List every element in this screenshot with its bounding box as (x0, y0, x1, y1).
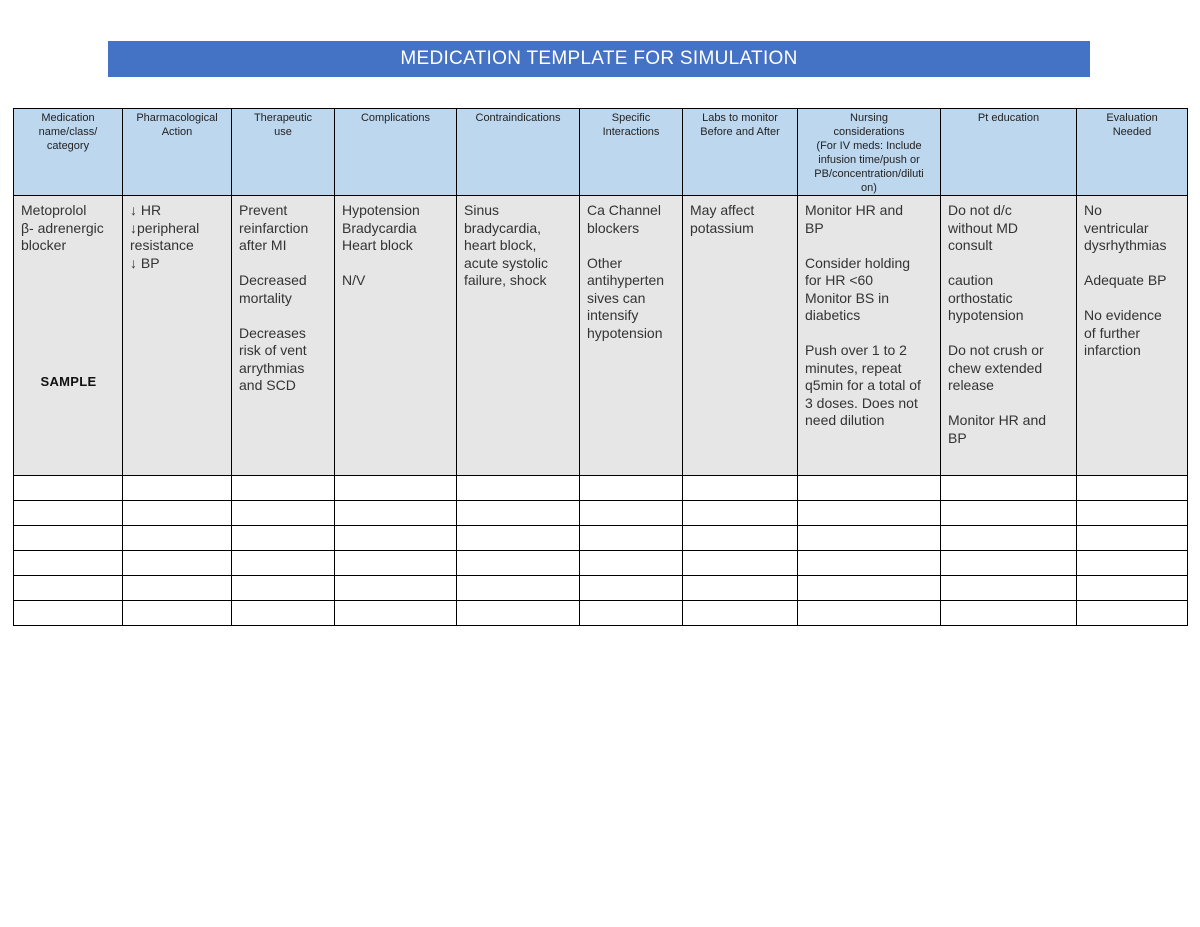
cell-text: Prevent (239, 202, 288, 218)
header-text: Therapeutic (253, 112, 313, 124)
empty-cell[interactable] (335, 526, 457, 551)
column-header (232, 109, 335, 196)
cell-text: Hypotension (342, 202, 420, 218)
header-text: Specific (611, 112, 651, 124)
cell-text: BP (948, 429, 967, 446)
empty-cell[interactable] (123, 601, 232, 626)
header-text: Pt education (977, 112, 1040, 124)
cell-text: antihyperten (587, 272, 665, 288)
cell-text: β- adrenergic (21, 219, 104, 236)
header-text: name/class/ (38, 126, 98, 138)
cell-text: for HR <60 (805, 272, 874, 288)
cell-text (948, 325, 1070, 343)
empty-cell[interactable] (683, 551, 798, 576)
header-text: Evaluation (1106, 112, 1158, 124)
cell-text: caution (948, 272, 994, 288)
cell-text: Decreased (239, 272, 307, 288)
cell-text: Bradycardia (342, 219, 417, 236)
header-text: infusion time/push or (818, 154, 920, 166)
cell-text: consult (948, 237, 993, 253)
empty-cell[interactable] (123, 501, 232, 526)
cell-text: bradycardia, (464, 219, 542, 236)
cell-text (948, 255, 1070, 273)
empty-cell[interactable] (123, 476, 232, 501)
cell-text: risk of vent (239, 342, 307, 358)
empty-cell[interactable] (683, 526, 798, 551)
header-text: (For IV meds: Include (816, 140, 922, 152)
cell-text: ventricular (1084, 219, 1149, 236)
header-text: category (46, 140, 90, 152)
empty-cell[interactable] (1077, 551, 1188, 576)
cell-text (948, 395, 1070, 413)
empty-cell[interactable] (457, 501, 580, 526)
cell-text: ↓ BP (130, 254, 160, 271)
header-text: Before and After (700, 126, 780, 138)
cell-text: BP (805, 219, 824, 236)
cell-text: blocker (21, 237, 67, 253)
sample-cell[interactable] (123, 196, 232, 476)
empty-cell[interactable] (798, 551, 941, 576)
cell-text: Monitor HR and (948, 412, 1047, 428)
empty-cell[interactable] (1077, 576, 1188, 601)
column-header (580, 109, 683, 196)
header-text: use (274, 126, 292, 138)
cell-text: and SCD (239, 377, 296, 393)
header-text: on) (861, 182, 877, 194)
empty-cell[interactable] (123, 526, 232, 551)
table-header-row (14, 109, 1188, 196)
cell-text (239, 255, 328, 273)
empty-cell[interactable] (941, 551, 1077, 576)
cell-text: release (948, 377, 994, 393)
empty-cell[interactable] (683, 601, 798, 626)
empty-cell[interactable] (232, 551, 335, 576)
cell-text: Metoprolol (21, 202, 87, 218)
column-header (683, 109, 798, 196)
empty-cell[interactable] (457, 576, 580, 601)
cell-text: failure, shock (464, 272, 547, 288)
cell-text: No evidence (1084, 307, 1162, 323)
empty-cell[interactable] (14, 551, 123, 576)
empty-cell[interactable] (798, 526, 941, 551)
column-header (1077, 109, 1188, 196)
empty-cell[interactable] (798, 476, 941, 501)
empty-cell[interactable] (580, 551, 683, 576)
cell-text (342, 255, 450, 273)
empty-cell[interactable] (798, 501, 941, 526)
empty-cell[interactable] (14, 601, 123, 626)
cell-text: No (1084, 202, 1102, 218)
page-title: MEDICATION TEMPLATE FOR SIMULATION (108, 41, 1090, 77)
cell-text: infarction (1084, 342, 1141, 358)
cell-text: N/V (342, 272, 366, 288)
empty-cell[interactable] (335, 551, 457, 576)
empty-cell[interactable] (123, 576, 232, 601)
empty-cell[interactable] (457, 601, 580, 626)
column-header (457, 109, 580, 196)
empty-cell[interactable] (1077, 476, 1188, 501)
empty-cell[interactable] (232, 576, 335, 601)
empty-cell[interactable] (14, 501, 123, 526)
empty-cell[interactable] (123, 551, 232, 576)
header-text: Labs to monitor (702, 112, 778, 124)
medication-table (13, 108, 1188, 626)
header-text: Contraindications (475, 112, 561, 124)
cell-text: q5min for a total of (805, 377, 921, 393)
sample-cell[interactable] (941, 196, 1077, 476)
header-text: Complications (360, 112, 431, 124)
cell-text: chew extended (948, 359, 1043, 376)
header-text: considerations (833, 126, 905, 138)
empty-row (14, 576, 1188, 601)
cell-text: blockers (587, 219, 640, 236)
cell-text (1084, 290, 1181, 308)
empty-cell[interactable] (941, 526, 1077, 551)
empty-cell[interactable] (580, 576, 683, 601)
empty-cell[interactable] (14, 576, 123, 601)
cell-text: ↓peripheral (130, 219, 200, 236)
cell-text: diabetics (805, 307, 861, 323)
empty-cell[interactable] (335, 501, 457, 526)
header-text: Nursing (850, 112, 888, 124)
empty-cell[interactable] (335, 576, 457, 601)
empty-cell[interactable] (941, 576, 1077, 601)
cell-text: minutes, repeat (805, 359, 902, 376)
cell-text (805, 237, 934, 255)
sample-cell[interactable] (683, 196, 798, 476)
cell-text: ↓ HR (130, 202, 162, 218)
empty-cell[interactable] (580, 501, 683, 526)
cell-text: hypotension (587, 324, 663, 341)
cell-text: Sinus (464, 202, 500, 218)
empty-cell[interactable] (14, 476, 123, 501)
cell-text: mortality (239, 289, 292, 306)
empty-row (14, 526, 1188, 551)
cell-text: May affect (690, 202, 755, 218)
cell-text (239, 307, 328, 325)
cell-text: heart block, (464, 237, 537, 253)
cell-text: need dilution (805, 412, 885, 428)
column-header (798, 109, 941, 196)
sample-cell[interactable] (335, 196, 457, 476)
cell-text: sives can (587, 289, 646, 306)
empty-cell[interactable] (457, 526, 580, 551)
cell-text: Other (587, 254, 623, 271)
empty-row (14, 476, 1188, 501)
empty-cell[interactable] (1077, 601, 1188, 626)
cell-text: potassium (690, 219, 754, 236)
cell-text: arrythmias (239, 359, 305, 376)
empty-cell[interactable] (683, 476, 798, 501)
empty-row (14, 551, 1188, 576)
header-text: PB/concentration/diluti (814, 168, 924, 180)
empty-cell[interactable] (941, 501, 1077, 526)
sample-cell[interactable] (457, 196, 580, 476)
cell-text: hypotension (948, 307, 1024, 323)
empty-cell[interactable] (1077, 526, 1188, 551)
cell-text (1084, 255, 1181, 273)
empty-cell[interactable] (1077, 501, 1188, 526)
cell-text: Ca Channel (587, 202, 661, 218)
cell-text: resistance (130, 237, 194, 253)
cell-text: Monitor BS in (805, 289, 890, 306)
cell-text: Heart block (342, 237, 413, 253)
header-text: Action (161, 126, 193, 138)
cell-text: 3 doses. Does not (805, 394, 918, 411)
cell-text: reinfarction (239, 219, 309, 236)
empty-cell[interactable] (457, 551, 580, 576)
empty-cell[interactable] (941, 601, 1077, 626)
cell-text: after MI (239, 237, 287, 253)
cell-text (805, 325, 934, 343)
empty-cell[interactable] (232, 526, 335, 551)
empty-cell[interactable] (683, 576, 798, 601)
sample-cell[interactable] (798, 196, 941, 476)
sample-cell[interactable] (580, 196, 683, 476)
cell-text: Do not d/c (948, 202, 1012, 218)
header-text: Pharmacological (136, 112, 218, 124)
cell-text: acute systolic (464, 254, 549, 271)
empty-cell[interactable] (232, 476, 335, 501)
empty-cell[interactable] (798, 576, 941, 601)
cell-text: orthostatic (948, 289, 1013, 306)
cell-text (587, 237, 676, 255)
column-header (123, 109, 232, 196)
cell-text: Decreases (239, 324, 306, 341)
header-text: Medication (41, 112, 95, 124)
empty-cell[interactable] (941, 476, 1077, 501)
sample-label: SAMPLE (40, 373, 97, 389)
empty-cell[interactable] (232, 501, 335, 526)
empty-cell[interactable] (580, 476, 683, 501)
cell-text: of further (1084, 324, 1141, 341)
sample-cell[interactable] (232, 196, 335, 476)
empty-cell[interactable] (798, 601, 941, 626)
cell-text: Monitor HR and (805, 202, 904, 218)
cell-text: dysrhythmias (1084, 237, 1167, 253)
empty-cell[interactable] (335, 476, 457, 501)
sample-cell[interactable] (1077, 196, 1188, 476)
sample-cell[interactable] (14, 196, 123, 476)
cell-text: without MD (948, 219, 1019, 236)
empty-cell[interactable] (580, 601, 683, 626)
column-header (14, 109, 123, 196)
empty-cell[interactable] (14, 526, 123, 551)
empty-cell[interactable] (232, 601, 335, 626)
empty-cell[interactable] (580, 526, 683, 551)
empty-row (14, 601, 1188, 626)
empty-cell[interactable] (457, 476, 580, 501)
empty-row (14, 501, 1188, 526)
header-text: Interactions (602, 126, 660, 138)
cell-text: Consider holding (805, 254, 911, 271)
empty-cell[interactable] (335, 601, 457, 626)
column-header (335, 109, 457, 196)
cell-text: Do not crush or (948, 342, 1044, 358)
header-text: Needed (1112, 126, 1152, 138)
cell-text: Push over 1 to 2 (805, 342, 907, 358)
empty-cell[interactable] (683, 501, 798, 526)
column-header (941, 109, 1077, 196)
cell-text: intensify (587, 307, 639, 323)
cell-text: Adequate BP (1084, 272, 1167, 288)
sample-row (14, 196, 1188, 476)
